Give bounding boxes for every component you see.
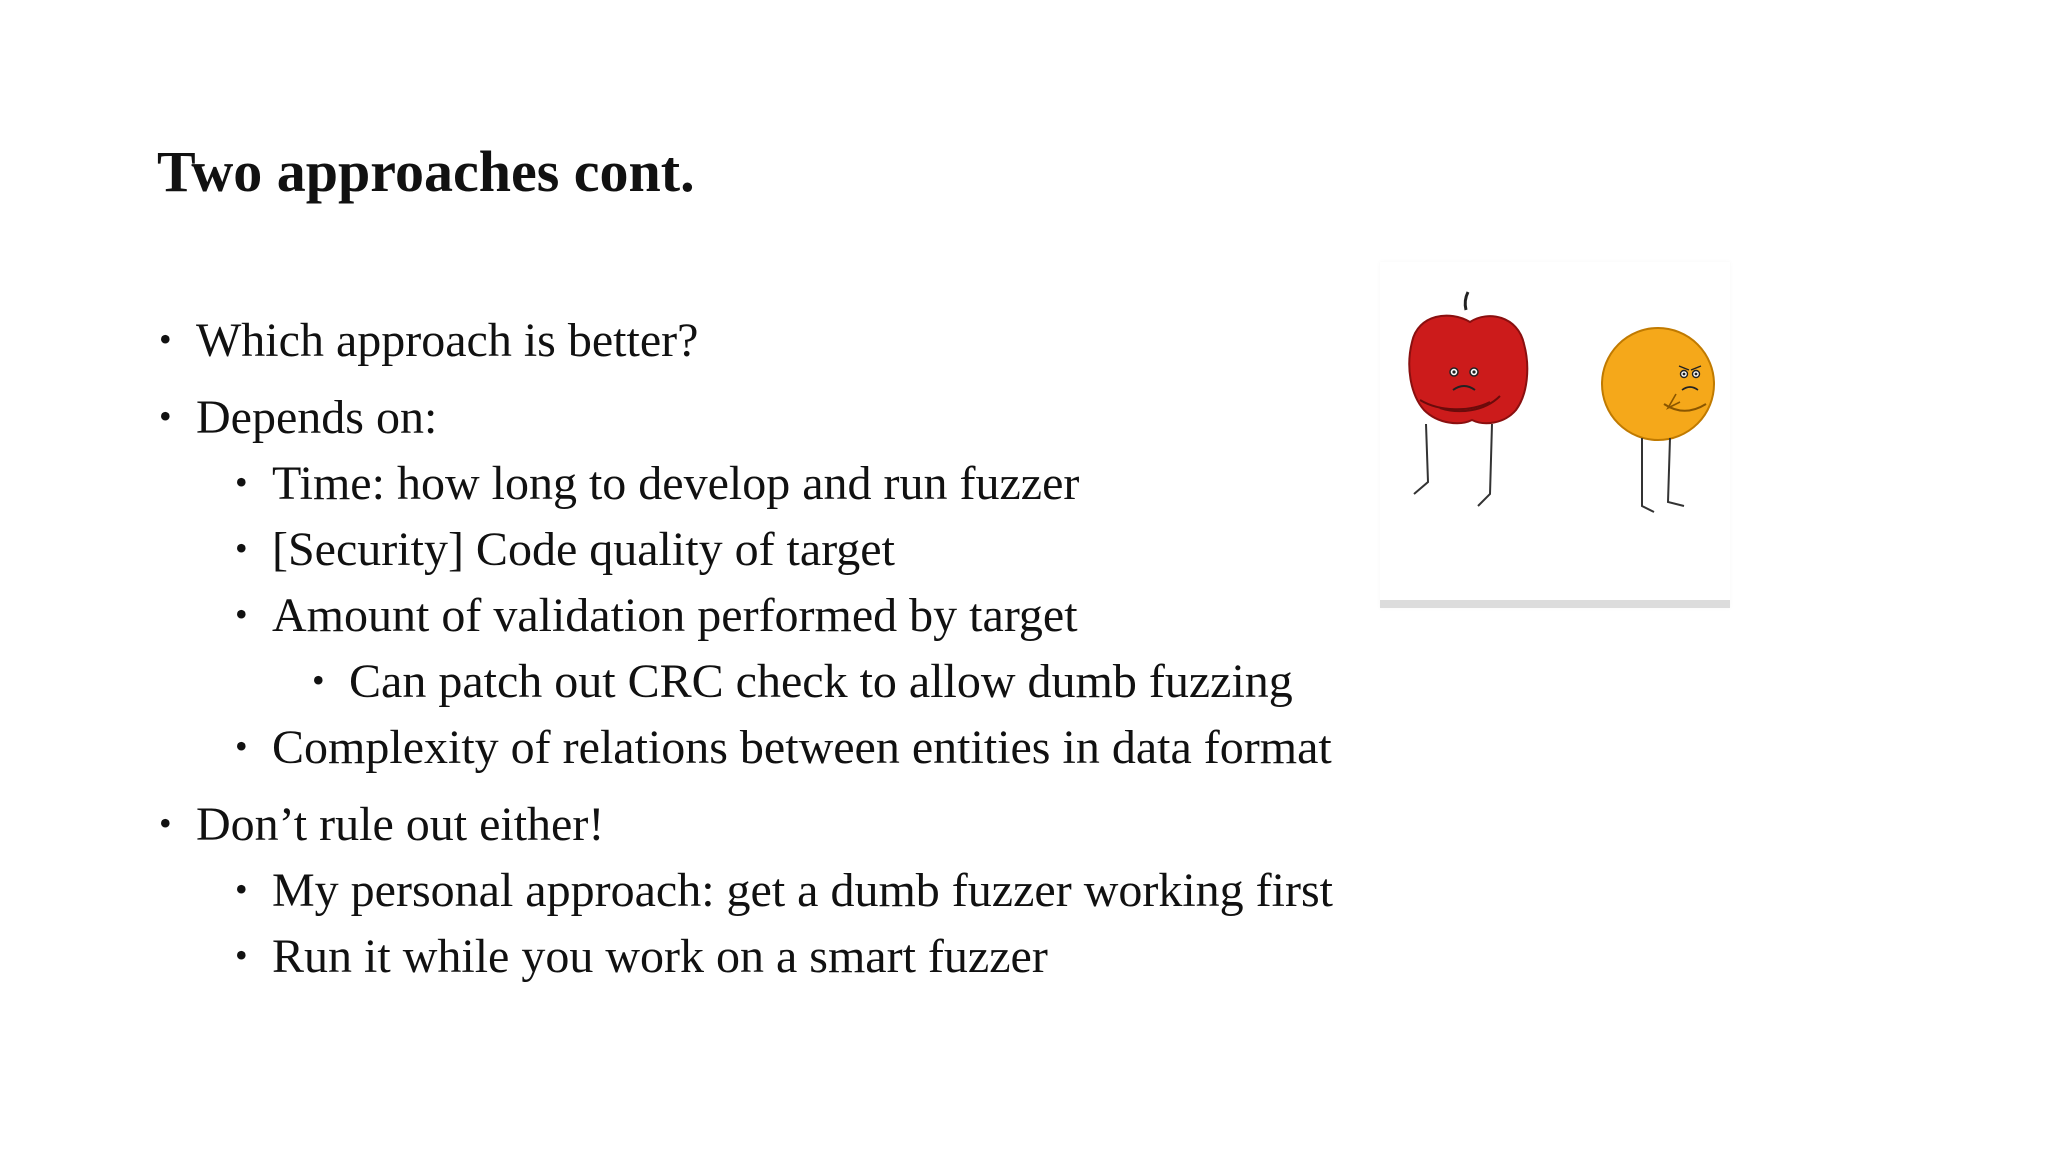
orange-character-icon bbox=[1602, 328, 1714, 512]
bullet-item bbox=[235, 861, 1333, 921]
bullet-text: My personal approach: get a dumb fuzzer working first bbox=[272, 864, 1333, 917]
bullet-text: Depends on: bbox=[196, 391, 438, 444]
bullet-text: [Security] Code quality of target bbox=[272, 523, 895, 576]
bullet-marker: • bbox=[312, 660, 325, 700]
bullet-text: Run it while you work on a smart fuzzer bbox=[272, 930, 1048, 983]
bullet-marker: • bbox=[159, 319, 172, 359]
apple-orange-illustration bbox=[1380, 262, 1730, 608]
bullet-item bbox=[235, 520, 895, 580]
bullet-item bbox=[159, 388, 438, 448]
bullet-marker: • bbox=[235, 869, 248, 909]
bullet-text: Complexity of relations between entities in data format bbox=[272, 721, 1332, 774]
bullet-marker: • bbox=[235, 528, 248, 568]
bullet-item bbox=[235, 718, 1332, 778]
illustration-bottom-bar bbox=[1380, 600, 1730, 608]
bullet-item bbox=[235, 586, 1078, 646]
bullet-marker: • bbox=[235, 935, 248, 975]
bullet-item bbox=[159, 311, 699, 371]
bullet-item bbox=[312, 652, 1293, 712]
bullet-marker: • bbox=[235, 594, 248, 634]
bullet-marker: • bbox=[159, 396, 172, 436]
illustration-svg bbox=[1380, 262, 1730, 608]
bullet-text: Don’t rule out either! bbox=[196, 798, 605, 851]
bullet-text: Can patch out CRC check to allow dumb fuzzing bbox=[349, 655, 1293, 708]
bullet-marker: • bbox=[235, 726, 248, 766]
bullet-item bbox=[235, 927, 1048, 987]
apple-character-icon bbox=[1409, 292, 1527, 506]
bullet-marker: • bbox=[235, 462, 248, 502]
slide-title: Two approaches cont. bbox=[157, 139, 695, 204]
bullet-marker: • bbox=[159, 803, 172, 843]
bullet-item bbox=[159, 795, 605, 855]
bullet-text: Which approach is better? bbox=[196, 314, 699, 367]
bullet-item bbox=[235, 454, 1080, 514]
bullet-text: Amount of validation performed by target bbox=[272, 589, 1078, 642]
bullet-text: Time: how long to develop and run fuzzer bbox=[272, 457, 1080, 510]
